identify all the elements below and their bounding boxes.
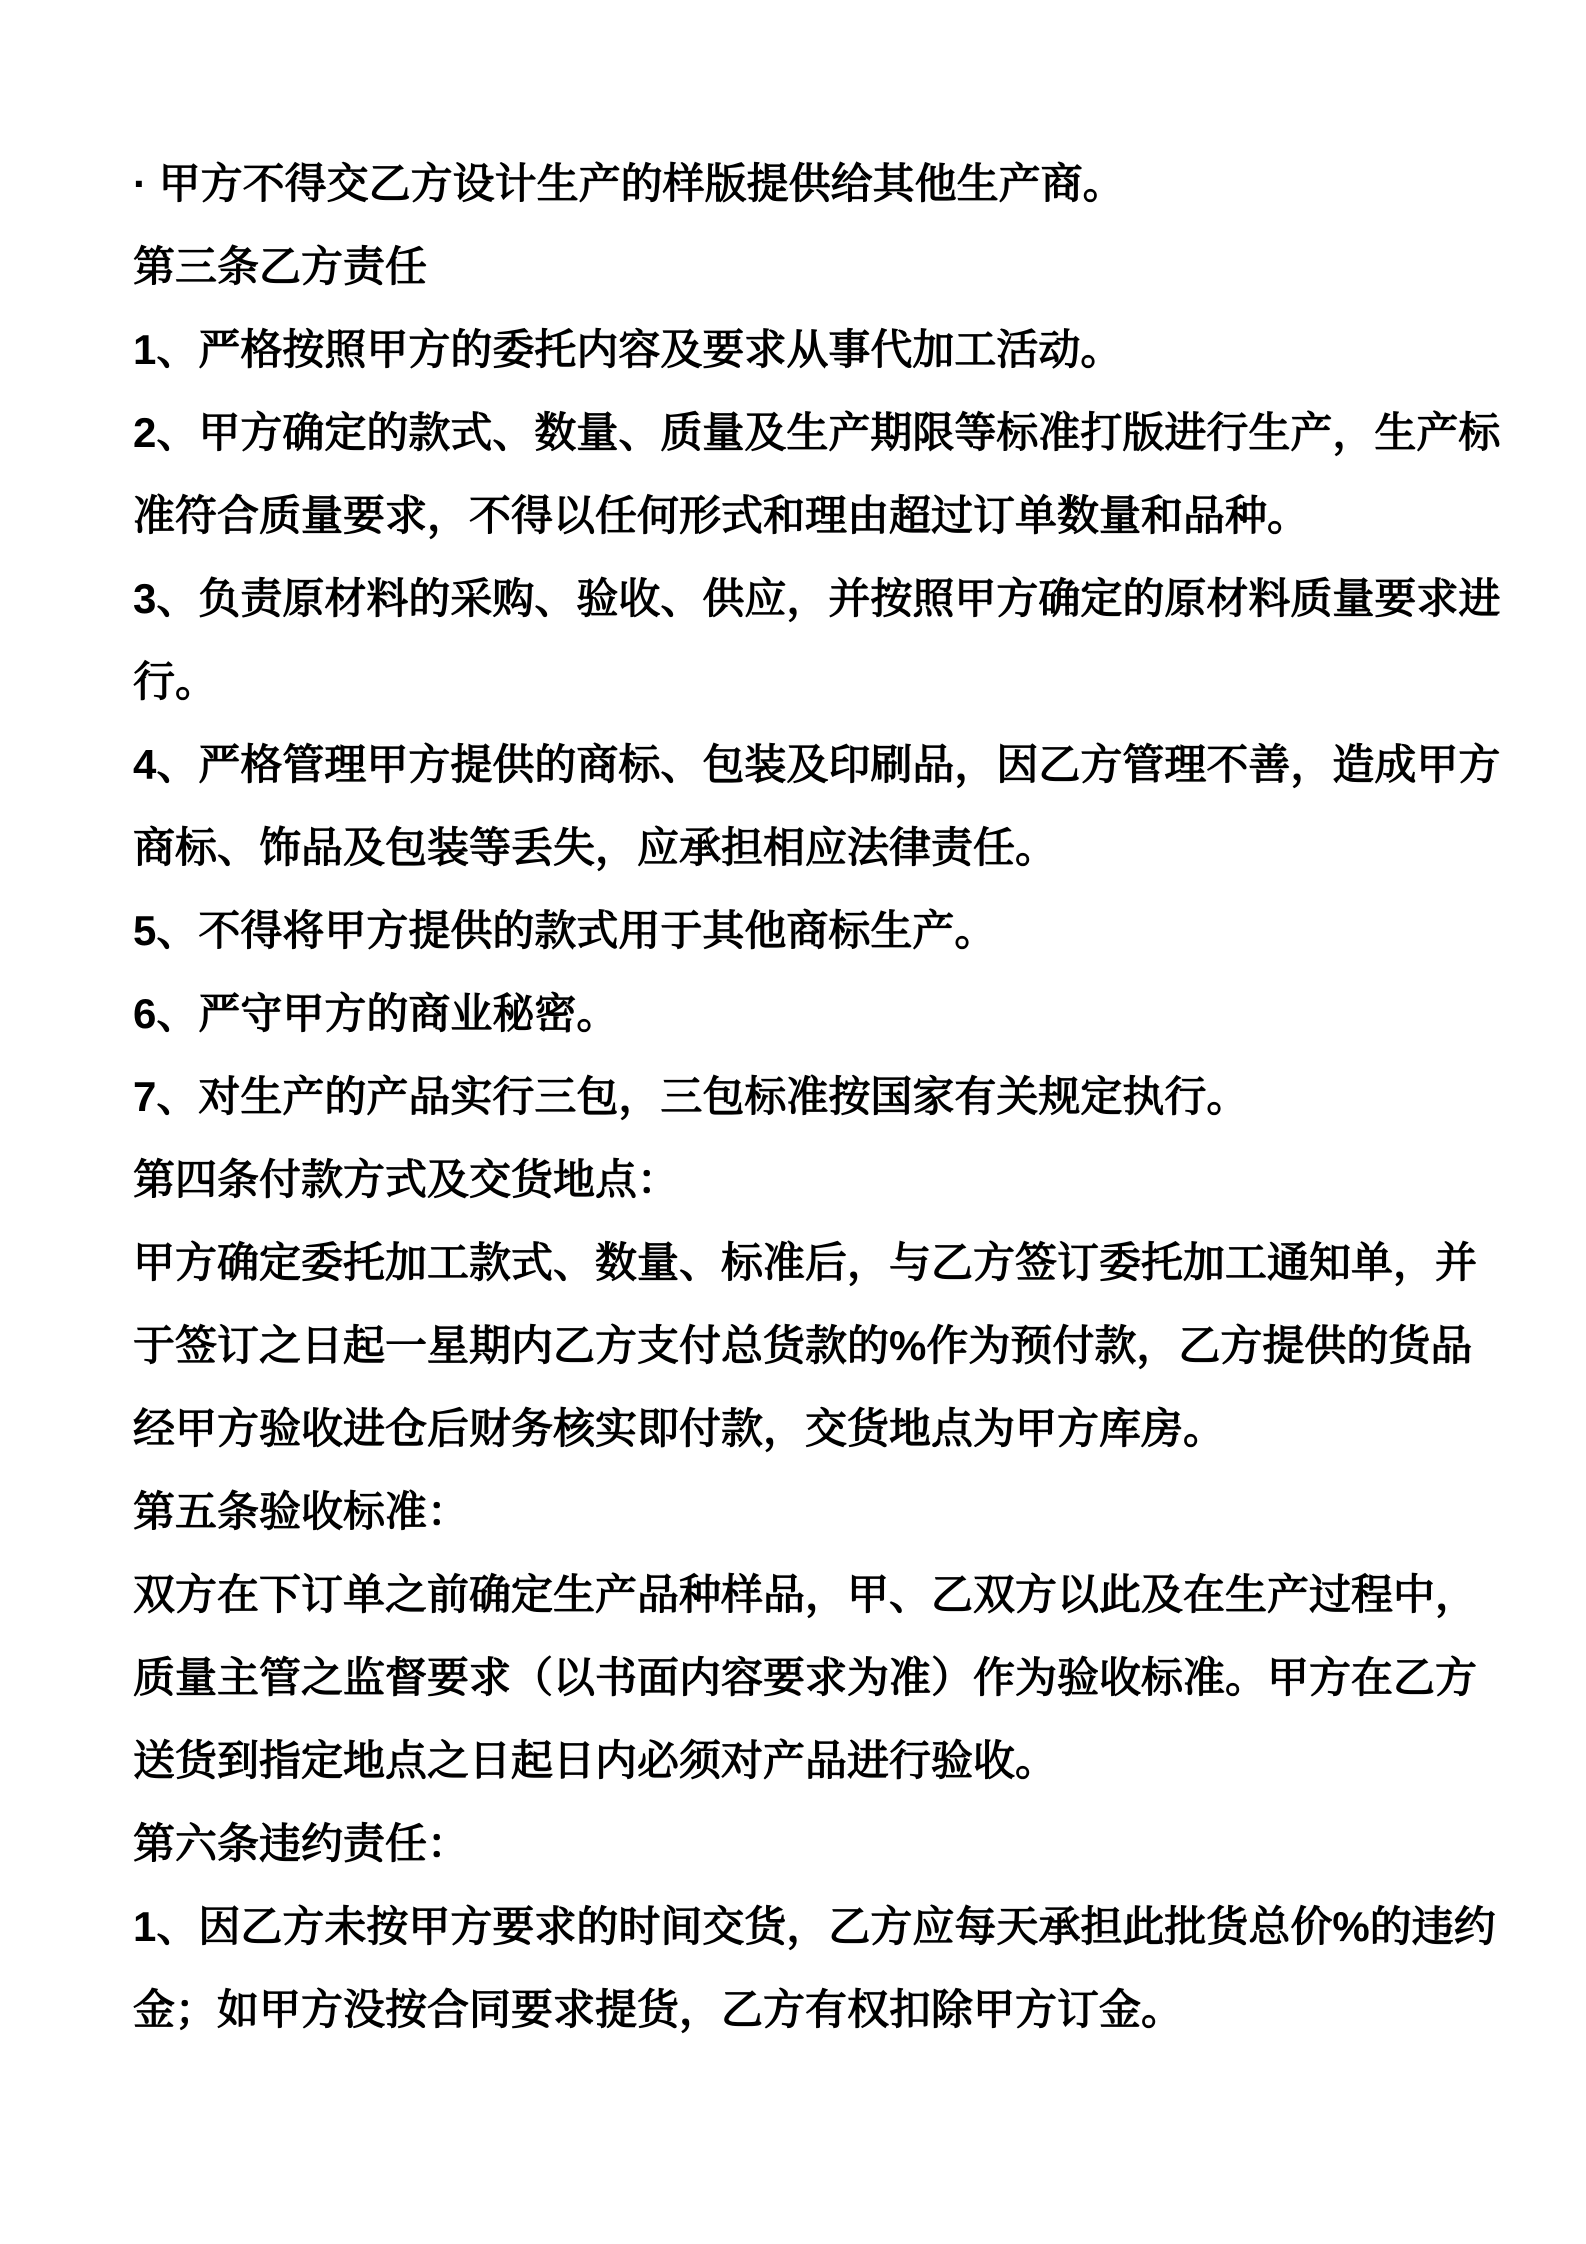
- section-3-heading: 第三条乙方责任: [133, 243, 428, 290]
- section-4-body-line-2: 于签订之日起一星期内乙方支付总货款的%作为预付款，乙方提供的货品: [133, 1322, 1473, 1369]
- section-5-heading: 第五条验收标准：: [133, 1488, 470, 1535]
- clause-4-line-1: 4、严格管理甲方提供的商标、包装及印刷品，因乙方管理不善，造成甲方: [133, 741, 1501, 788]
- clause-3-line-2: 行。: [133, 658, 218, 705]
- section-6-clause-1-line-2: 金；如甲方没按合同要求提货，乙方有权扣除甲方订金。: [133, 1986, 1184, 2033]
- section-5-body-line-1: 双方在下订单之前确定生产品种样品，甲、乙双方以此及在生产过程中，: [133, 1571, 1478, 1618]
- section-4-body-line-3: 经甲方验收进仓后财务核实即付款，交货地点为甲方库房。: [133, 1405, 1226, 1452]
- clause-2-line-2: 准符合质量要求，不得以任何形式和理由超过订单数量和品种。: [133, 492, 1310, 539]
- section-4-body-line-1: 甲方确定委托加工款式、数量、标准后，与乙方签订委托加工通知单，并: [133, 1239, 1478, 1286]
- bullet-clause-line: · 甲方不得交乙方设计生产的样版提供给其他生产商。: [133, 160, 1125, 207]
- clause-3-line-1: 3、负责原材料的采购、验收、供应，并按照甲方确定的原材料质量要求进: [133, 575, 1501, 622]
- section-5-body-line-2: 质量主管之监督要求（以书面内容要求为准）作为验收标准。甲方在乙方: [133, 1654, 1478, 1701]
- section-5-body-line-3: 送货到指定地点之日起日内必须对产品进行验收。: [133, 1737, 1058, 1784]
- clause-5-line: 5、不得将甲方提供的款式用于其他商标生产。: [133, 907, 997, 954]
- clause-2-line-1: 2、甲方确定的款式、数量、质量及生产期限等标准打版进行生产，生产标: [133, 409, 1501, 456]
- clause-6-line: 6、严守甲方的商业秘密。: [133, 990, 619, 1037]
- clause-4-line-2: 商标、饰品及包装等丢失，应承担相应法律责任。: [133, 824, 1058, 871]
- clause-1-line: 1、严格按照甲方的委托内容及要求从事代加工活动。: [133, 326, 1123, 373]
- section-4-heading: 第四条付款方式及交货地点：: [133, 1156, 680, 1203]
- clause-7-line: 7、对生产的产品实行三包，三包标准按国家有关规定执行。: [133, 1073, 1249, 1120]
- section-6-clause-1-line-1: 1、因乙方未按甲方要求的时间交货，乙方应每天承担此批货总价%的违约: [133, 1903, 1496, 1950]
- section-6-heading: 第六条违约责任：: [133, 1820, 470, 1867]
